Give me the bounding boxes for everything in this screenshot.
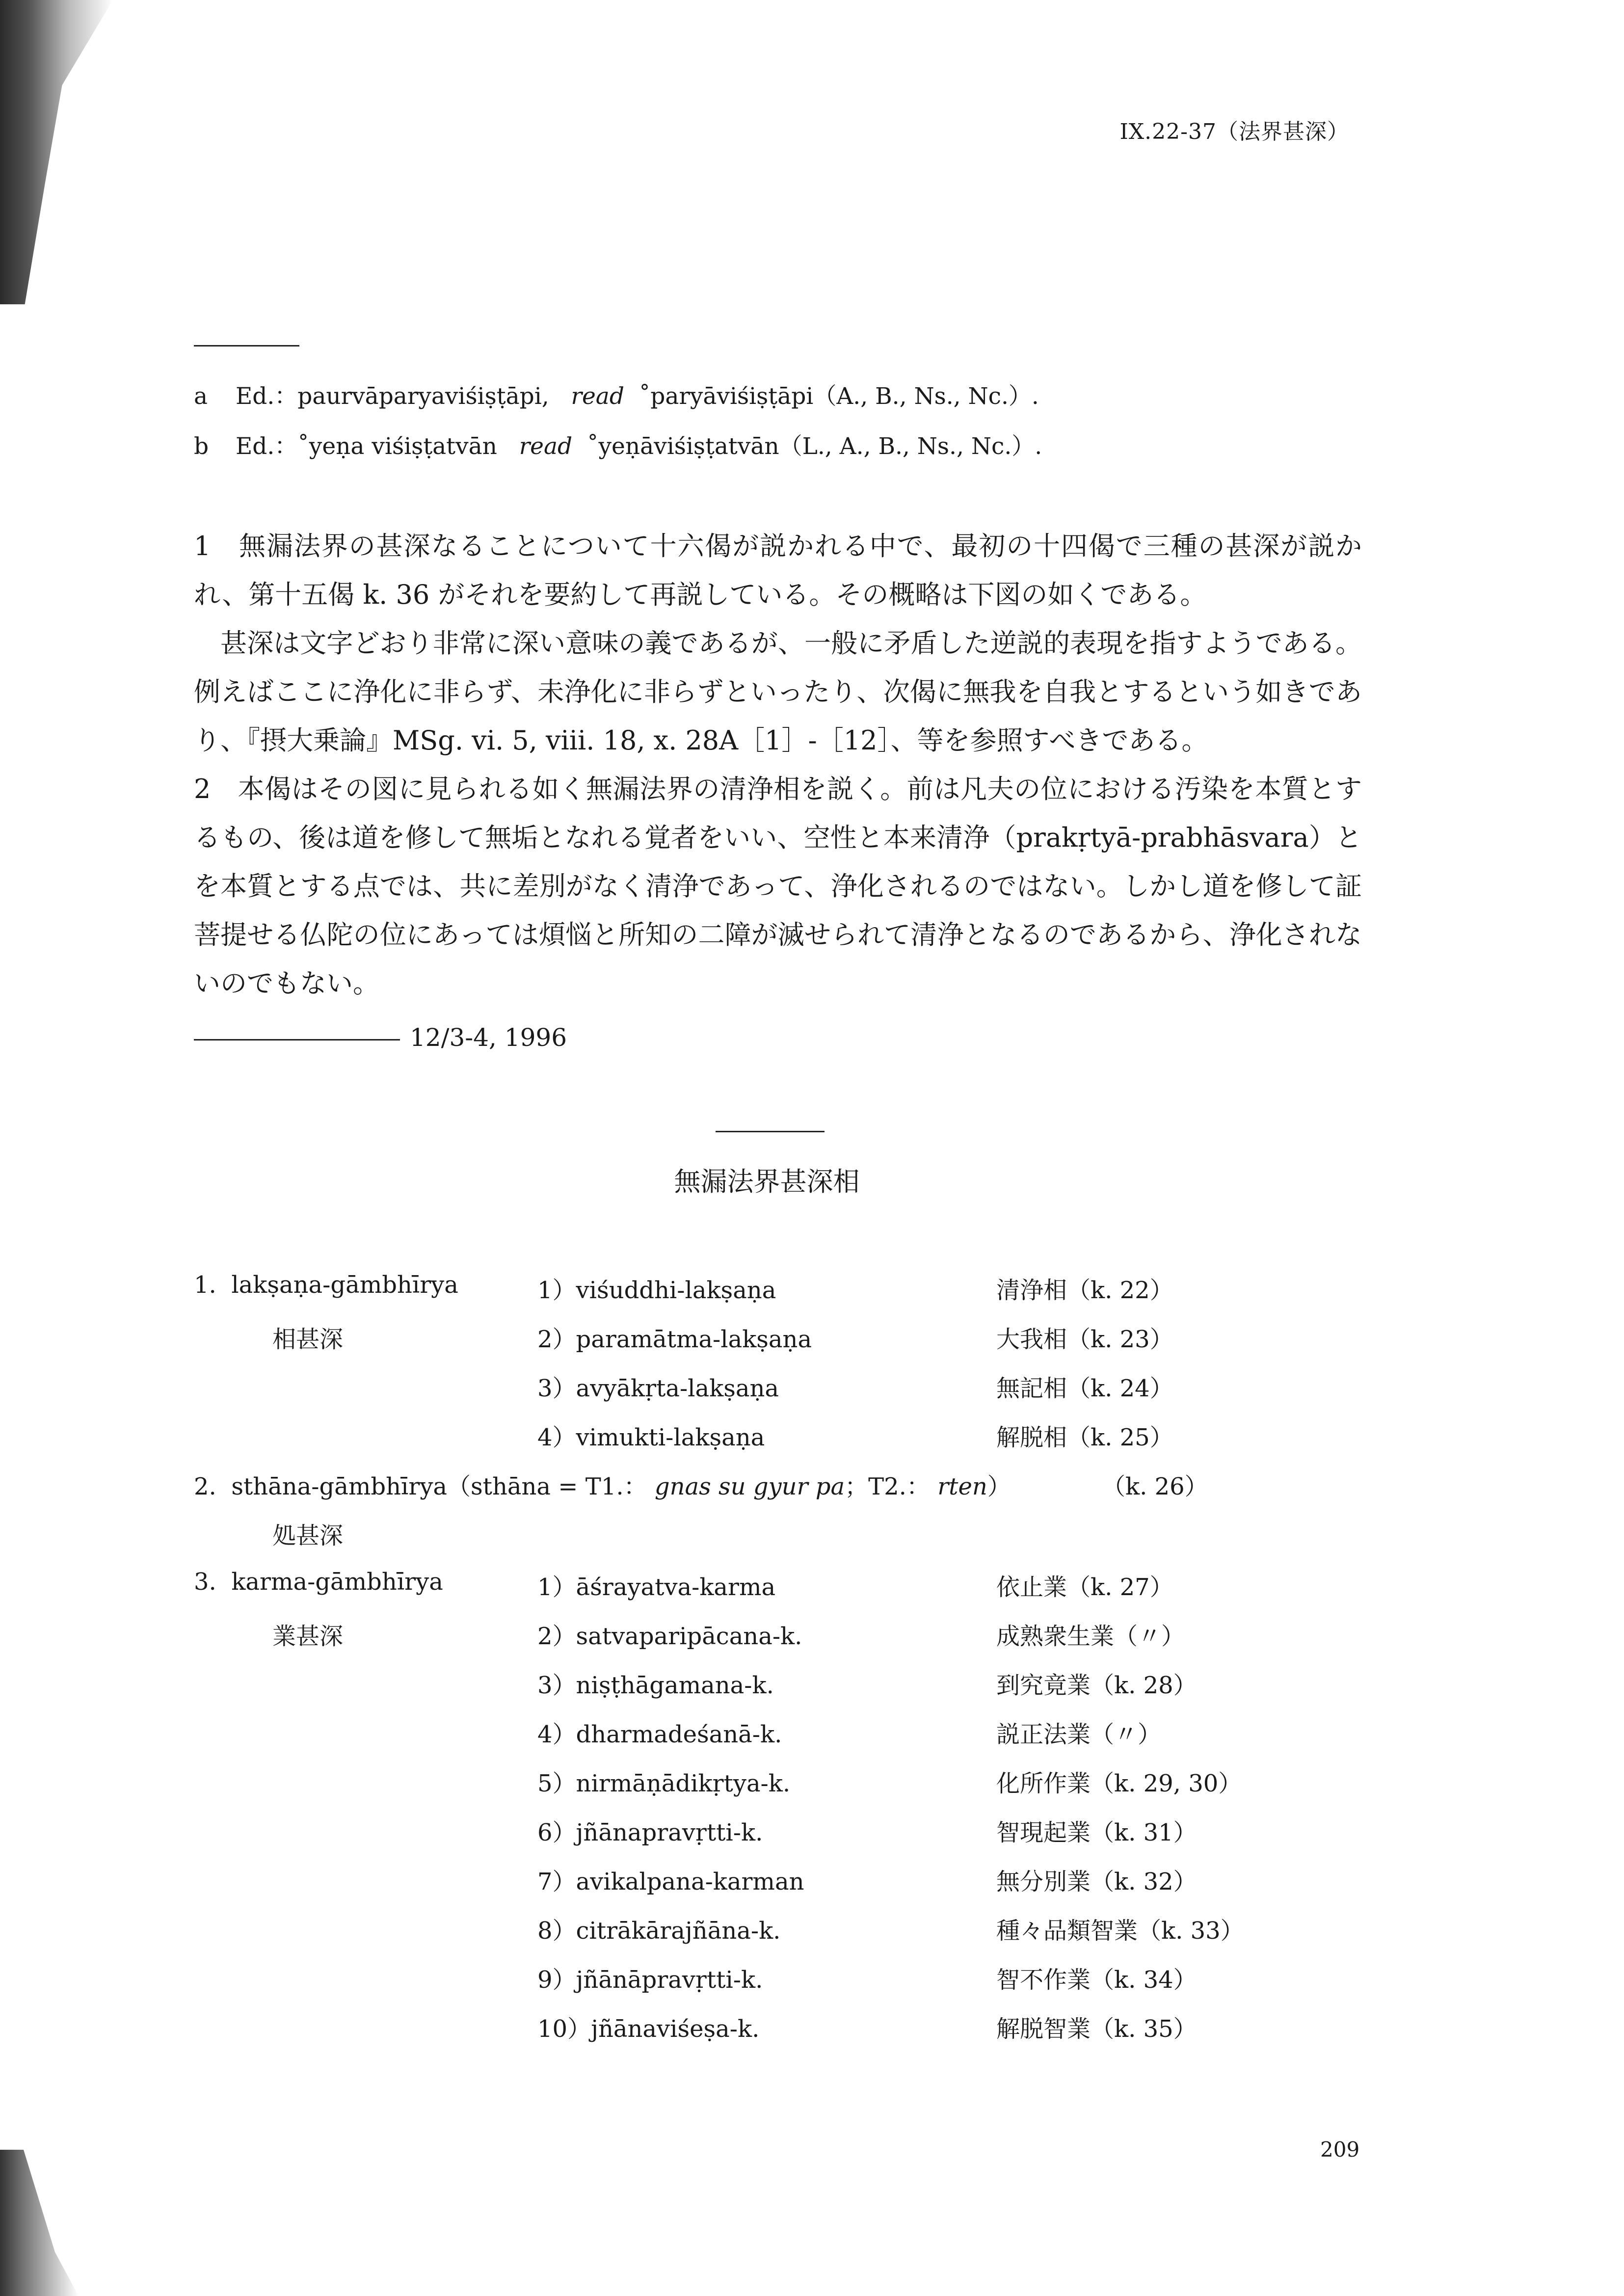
commentary-paragraph: 甚深は文字どおり非常に深い意味の義であるが、一般に矛盾した逆説的表現を指すようである。例えばここに浄化に非らず、未浄化に非らずといったり、次偈に無我を自我とするという如きであり、『摂大乗論』MSg. vi. 5, viii. 18, x. 28A［1］-［12］、等を参照すべきである。: [194, 628, 1362, 756]
item-jp: 説正法業（〃）: [996, 1721, 1162, 1748]
item-skt: [537, 1369, 779, 1403]
note-label: a: [194, 383, 208, 410]
commentary: [194, 522, 1362, 1008]
item-jp: 清浄相（k. 22）: [996, 1277, 1173, 1304]
textual-note-b: [194, 428, 1042, 461]
item-jp: 成熟衆生業（〃）: [996, 1623, 1185, 1650]
running-header: IX.22-37（法界甚深）: [1119, 119, 1349, 144]
page-number: 209: [1320, 2137, 1360, 2162]
item-num: 1）: [537, 1277, 576, 1304]
commentary-paragraph: 1 無漏法界の甚深なることについて十六偈が説かれる中で、最初の十四偈で三種の甚深が説かれ、第十五偈 k. 36 がそれを要約して再説している。その概略は下図の如くである。: [194, 531, 1362, 610]
scan-shadow-top: [0, 0, 113, 304]
item-skt: [537, 1418, 765, 1452]
footnote-divider: [194, 345, 299, 347]
tibetan-term: rten: [937, 1473, 987, 1500]
item-skt: [537, 2010, 759, 2044]
note-read: read: [519, 433, 573, 460]
item-num: 4）: [537, 1424, 576, 1451]
item-skt: [537, 1912, 780, 1946]
item-jp: 依止業（k. 27）: [996, 1574, 1173, 1601]
section-2-jp: 処甚深: [272, 1522, 344, 1549]
item-skt-text: citrākārajñāna-k.: [576, 1917, 781, 1945]
item-skt-text: viśuddhi-lakṣaṇa: [576, 1277, 776, 1304]
note-read: read: [571, 383, 624, 410]
diagram-title: 無漏法界甚深相: [674, 1166, 860, 1197]
item-num: 5）: [537, 1770, 576, 1797]
note-text: ˚yeṇāviśiṣṭatvān（L., A., B., Ns., Nc.）.: [587, 433, 1042, 460]
item-skt: [537, 1863, 804, 1896]
item-skt-text: avikalpana-karman: [576, 1868, 804, 1896]
section-3-heading: [194, 1568, 443, 1596]
item-skt: [537, 1961, 763, 1995]
item-jp: 無記相（k. 24）: [996, 1375, 1173, 1402]
item-num: 10）: [537, 2015, 591, 2043]
scan-shadow-bottom: [0, 2150, 79, 2296]
item-num: 8）: [537, 1917, 576, 1945]
section-name: lakṣaṇa-gāmbhīrya: [231, 1271, 458, 1299]
item-skt: [537, 1320, 812, 1354]
section-number: 2.: [194, 1473, 216, 1500]
item-skt-text: nirmāṇādikṛtya-k.: [576, 1770, 791, 1797]
item-num: 7）: [537, 1868, 576, 1896]
item-skt-text: āśrayatva-karma: [576, 1574, 776, 1601]
section-3-jp: 業甚深: [272, 1623, 344, 1650]
section-name-close: ）: [987, 1473, 1011, 1500]
item-skt: [537, 1617, 802, 1651]
section-2-heading: [194, 1468, 1011, 1501]
item-skt-text: avyākṛta-lakṣaṇa: [576, 1375, 779, 1402]
item-skt: [537, 1814, 763, 1847]
item-skt-text: jñānapravṛtti-k.: [576, 1819, 763, 1846]
item-skt: [537, 1568, 775, 1602]
note-label: b: [194, 433, 209, 460]
section-name: sthāna-gāmbhīrya（sthāna = T1.：: [231, 1473, 647, 1500]
item-jp: 智現起業（k. 31）: [996, 1819, 1197, 1846]
item-skt: [537, 1764, 790, 1798]
item-num: 4）: [537, 1721, 576, 1748]
note-text: ˚paryāviśiṣṭāpi（A., B., Ns., Nc.）.: [639, 383, 1039, 410]
note-text: Ed.：˚yeṇa viśiṣṭatvān: [235, 433, 497, 460]
item-skt-text: jñānaviśeṣa-k.: [591, 2015, 760, 2043]
item-skt-text: niṣṭhāgamana-k.: [576, 1672, 774, 1699]
note-text: Ed.：paurvāparyaviśiṣṭāpi,: [235, 383, 549, 410]
item-jp: 解脱相（k. 25）: [996, 1424, 1173, 1451]
item-jp: 種々品類智業（k. 33）: [996, 1917, 1244, 1945]
item-skt: [537, 1715, 782, 1749]
date-line: [194, 1023, 567, 1052]
item-num: 9）: [537, 1966, 576, 1994]
item-num: 6）: [537, 1819, 576, 1846]
item-jp: 大我相（k. 23）: [996, 1326, 1173, 1353]
item-num: 1）: [537, 1574, 576, 1601]
section-name-mid: ；T2.：: [845, 1473, 930, 1500]
section-divider: [716, 1131, 825, 1132]
textual-note-a: [194, 378, 1039, 411]
date-text: 12/3-4, 1996: [410, 1023, 567, 1052]
item-skt-text: dharmadeśanā-k.: [576, 1721, 782, 1748]
commentary-paragraph: 2 本偈はその図に見られる如く無漏法界の清浄相を説く。前は凡夫の位における汚染を本質とするもの、後は道を修して無垢となれる覚者をいい、空性と本来清浄（prakṛtyā-prabhāsvara）とを本質とする点では、共に差別がなく清浄であって、浄化されるのではない。しかし道を修して証菩提せる仏陀の位にあっては煩悩と所知の二障が滅せられて清浄となるのであるから、浄化されないのでもない。: [194, 774, 1362, 999]
item-skt-text: paramātma-lakṣaṇa: [576, 1326, 812, 1353]
item-skt-text: satvaparipācana-k.: [576, 1623, 802, 1650]
section-1-heading: [194, 1271, 458, 1299]
section-1-jp: 相甚深: [272, 1326, 344, 1353]
item-jp: 無分別業（k. 32）: [996, 1868, 1197, 1896]
item-skt-text: vimukti-lakṣaṇa: [576, 1424, 765, 1451]
date-dash: [194, 1039, 400, 1041]
item-skt: [537, 1666, 774, 1700]
item-skt-text: jñānāpravṛtti-k.: [576, 1966, 763, 1994]
item-num: 3）: [537, 1672, 576, 1699]
tibetan-term: gnas su gyur pa: [654, 1473, 845, 1500]
item-jp: 化所作業（k. 29, 30）: [996, 1770, 1242, 1797]
section-number: 3.: [194, 1568, 216, 1596]
section-number: 1.: [194, 1271, 216, 1299]
item-jp: 到究竟業（k. 28）: [996, 1672, 1197, 1699]
item-jp: 智不作業（k. 34）: [996, 1966, 1197, 1994]
item-jp: 解脱智業（k. 35）: [996, 2015, 1197, 2043]
item-num: 3）: [537, 1375, 576, 1402]
item-num: 2）: [537, 1326, 576, 1353]
item-num: 2）: [537, 1623, 576, 1650]
item-skt: [537, 1271, 776, 1305]
section-2-ref: （k. 26）: [1102, 1473, 1208, 1500]
section-name: karma-gāmbhīrya: [231, 1568, 443, 1596]
